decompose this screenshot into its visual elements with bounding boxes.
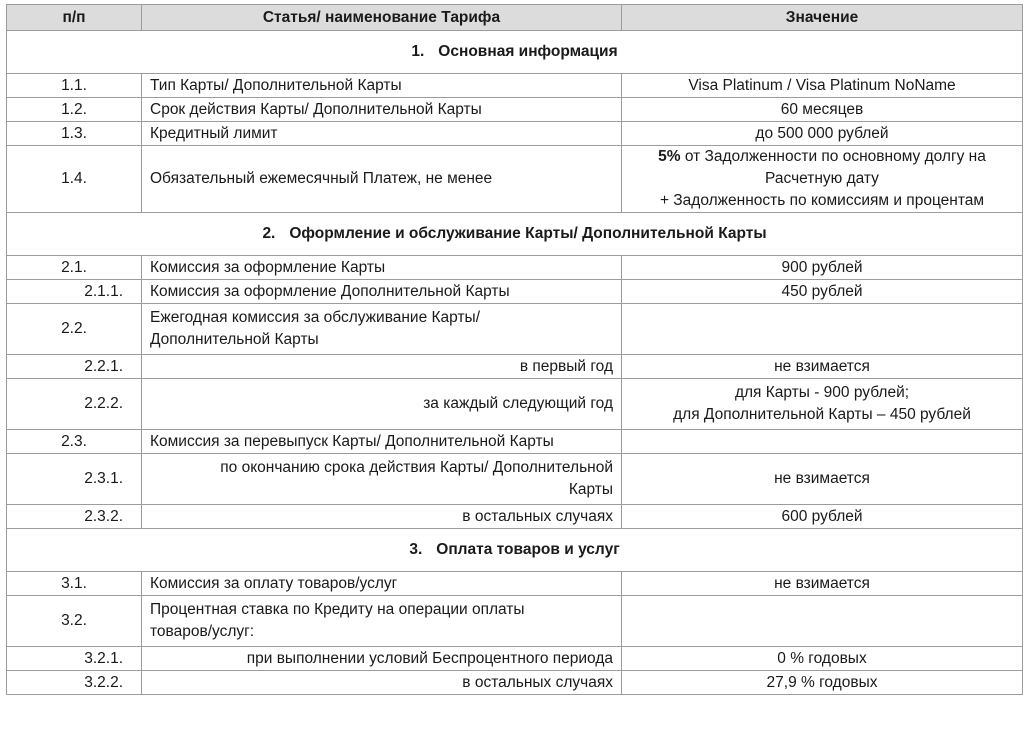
table-row — [7, 122, 1023, 146]
tariff-table — [6, 4, 1023, 695]
header-num: п/п — [7, 5, 142, 31]
header-value: Значение — [622, 5, 1023, 31]
table-row — [7, 98, 1023, 122]
row-value — [622, 146, 1023, 213]
row-value: не взимается — [622, 454, 1023, 505]
row-num: 1.3. — [7, 122, 142, 146]
value-line: Расчетную дату — [765, 170, 879, 187]
table-row — [7, 596, 1023, 647]
value-line: + Задолженность по комиссиям и процентам — [659, 192, 985, 209]
row-value — [622, 596, 1023, 647]
row-num: 2.3.2. — [7, 505, 142, 529]
table-row — [7, 256, 1023, 280]
row-num: 2.1. — [7, 256, 142, 280]
table-row — [7, 454, 1023, 505]
row-name: Комиссия за перевыпуск Карты/ Дополнительной Карты — [142, 430, 622, 454]
row-name — [142, 304, 622, 355]
section-row — [7, 213, 1023, 256]
row-name: Комиссия за оформление Карты — [142, 256, 622, 280]
row-value: не взимается — [622, 572, 1023, 596]
row-value: 600 рублей — [622, 505, 1023, 529]
row-num: 3.2.1. — [7, 647, 142, 671]
row-name: Комиссия за оформление Дополнительной Карты — [142, 280, 622, 304]
section-row — [7, 529, 1023, 572]
name-line: Процентная ставка по Кредиту на операции оплаты — [150, 601, 525, 618]
row-value: 0 % годовых — [622, 647, 1023, 671]
section-title — [7, 31, 1023, 74]
section-title-text: Оплата товаров и услуг — [436, 541, 620, 558]
row-num: 3.2. — [7, 596, 142, 647]
value-line: для Карты - 900 рублей; — [734, 384, 910, 401]
name-line: товаров/услуг: — [150, 623, 255, 640]
row-name: Срок действия Карты/ Дополнительной Карты — [142, 98, 622, 122]
value-line: для Дополнительной Карты – 450 рублей — [673, 406, 971, 423]
row-value — [622, 379, 1023, 430]
row-num: 2.3. — [7, 430, 142, 454]
row-num: 2.3.1. — [7, 454, 142, 505]
row-name: в остальных случаях — [142, 671, 622, 695]
name-line: Дополнительной Карты — [150, 331, 319, 348]
section-title — [7, 213, 1023, 256]
section-number: 1. — [411, 43, 425, 60]
row-name — [142, 454, 622, 505]
row-value: 27,9 % годовых — [622, 671, 1023, 695]
table-row — [7, 572, 1023, 596]
table-row — [7, 379, 1023, 430]
row-name — [142, 596, 622, 647]
name-line: Карты — [568, 481, 613, 498]
row-num: 1.1. — [7, 74, 142, 98]
name-line: по окончанию срока действия Карты/ Дополнительной — [220, 459, 613, 476]
row-value: 450 рублей — [622, 280, 1023, 304]
row-num: 3.2.2. — [7, 671, 142, 695]
row-value — [622, 430, 1023, 454]
row-num: 2.2.2. — [7, 379, 142, 430]
table-header-row — [7, 5, 1023, 31]
section-number: 2. — [262, 225, 276, 242]
section-number: 3. — [409, 541, 423, 558]
value-bold-percent: 5% — [658, 148, 681, 165]
section-title-text: Оформление и обслуживание Карты/ Дополнительной Карты — [289, 225, 767, 242]
row-name: в остальных случаях — [142, 505, 622, 529]
section-row — [7, 31, 1023, 74]
row-num: 2.2. — [7, 304, 142, 355]
value-line: от Задолженности по основному долгу на — [680, 148, 986, 165]
table-row — [7, 671, 1023, 695]
row-value: Visa Platinum / Visa Platinum NoName — [622, 74, 1023, 98]
row-name: Обязательный ежемесячный Платеж, не менее — [142, 146, 622, 213]
table-row — [7, 505, 1023, 529]
row-value: не взимается — [622, 355, 1023, 379]
table-row — [7, 146, 1023, 213]
row-value: до 500 000 рублей — [622, 122, 1023, 146]
table-row — [7, 355, 1023, 379]
table-row — [7, 430, 1023, 454]
row-num: 1.4. — [7, 146, 142, 213]
row-value — [622, 304, 1023, 355]
table-row — [7, 304, 1023, 355]
row-num: 2.2.1. — [7, 355, 142, 379]
row-name: в первый год — [142, 355, 622, 379]
row-num: 3.1. — [7, 572, 142, 596]
row-name: Кредитный лимит — [142, 122, 622, 146]
row-name: Комиссия за оплату товаров/услуг — [142, 572, 622, 596]
row-value: 900 рублей — [622, 256, 1023, 280]
row-num: 2.1.1. — [7, 280, 142, 304]
row-name: за каждый следующий год — [142, 379, 622, 430]
table-row — [7, 647, 1023, 671]
table-row — [7, 74, 1023, 98]
section-title — [7, 529, 1023, 572]
header-name: Статья/ наименование Тарифа — [142, 5, 622, 31]
table-row — [7, 280, 1023, 304]
row-value: 60 месяцев — [622, 98, 1023, 122]
name-line: Ежегодная комиссия за обслуживание Карты/ — [150, 309, 480, 326]
row-num: 1.2. — [7, 98, 142, 122]
section-title-text: Основная информация — [438, 43, 618, 60]
row-name: при выполнении условий Беспроцентного периода — [142, 647, 622, 671]
row-name: Тип Карты/ Дополнительной Карты — [142, 74, 622, 98]
